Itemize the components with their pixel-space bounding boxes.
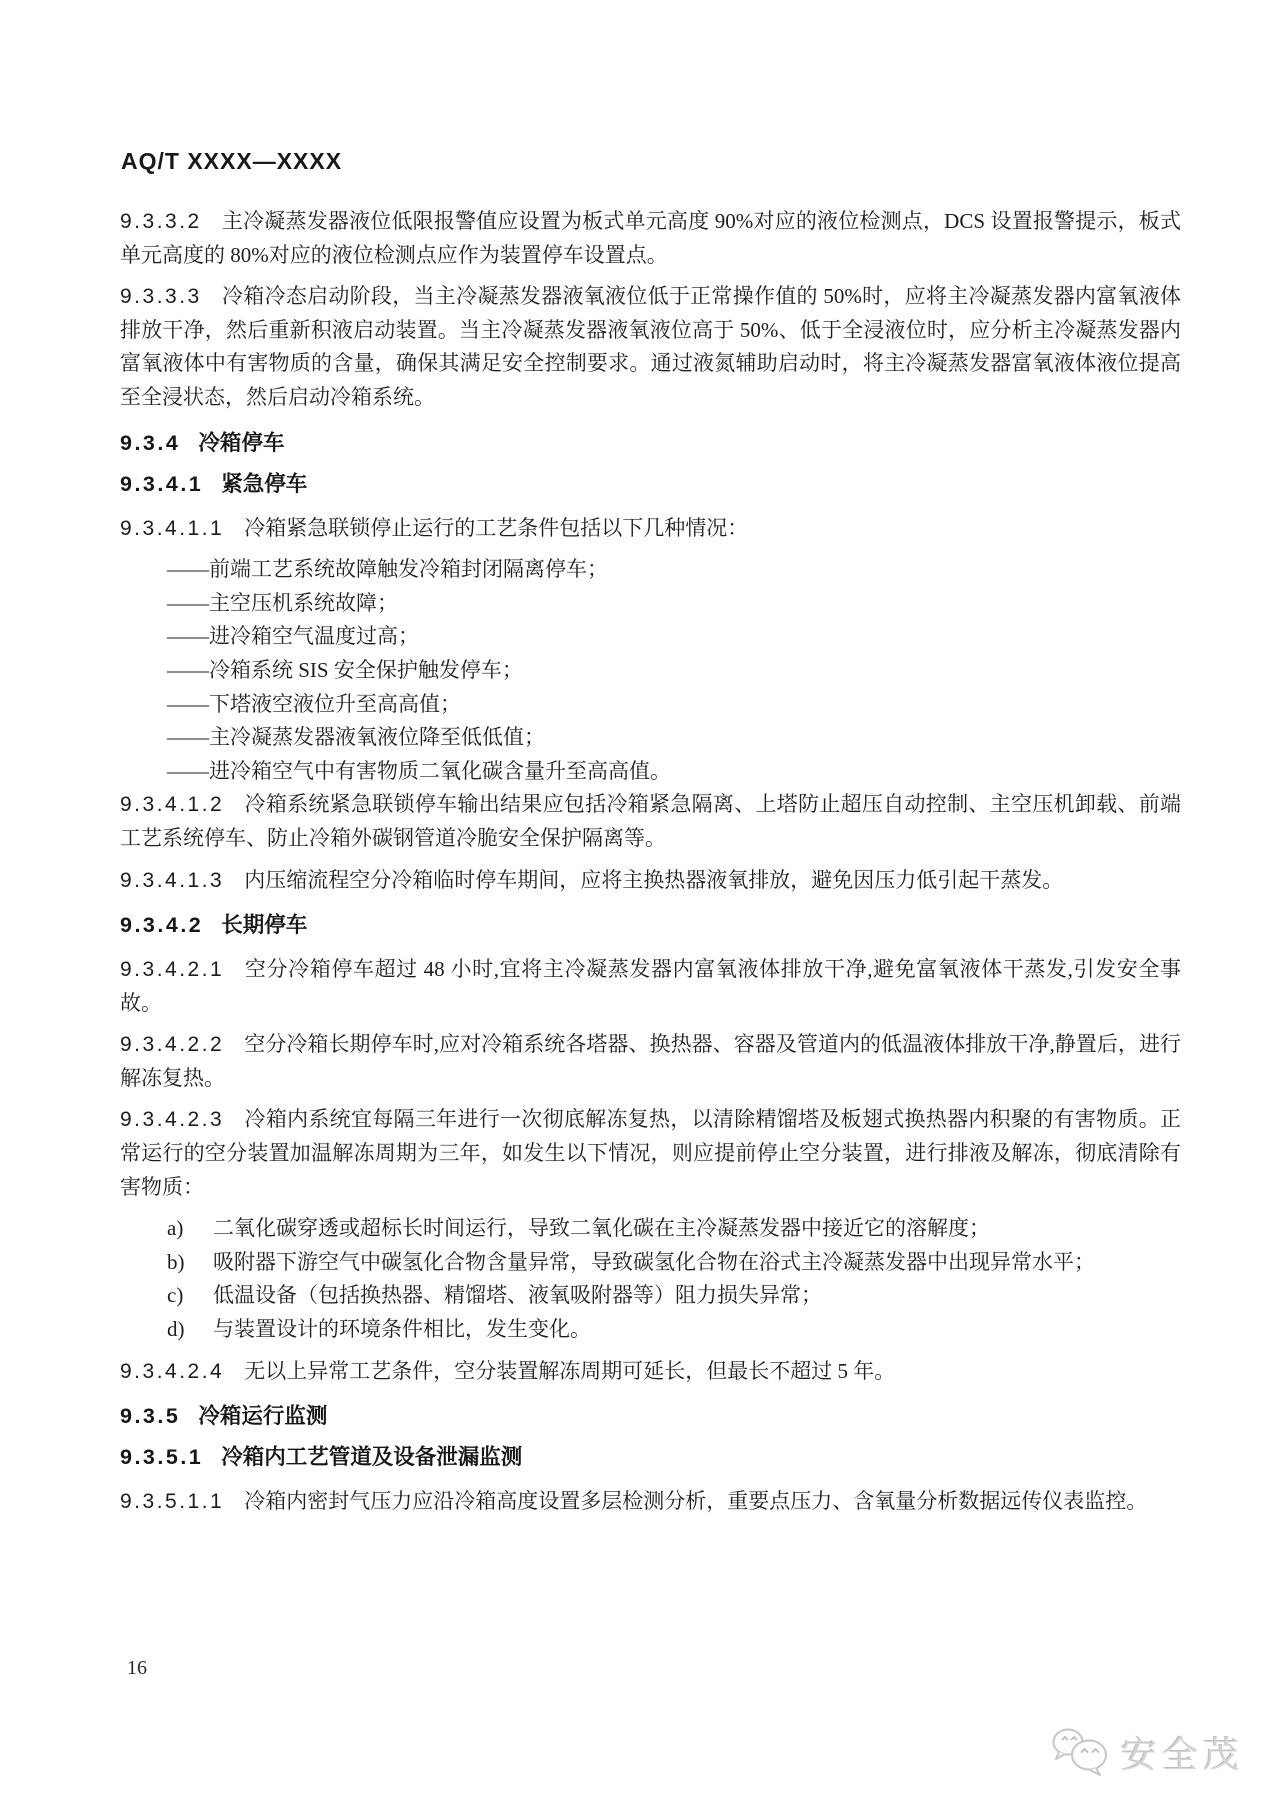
clause-paragraph	[120, 1103, 1181, 1204]
letter-item-text: 低温设备（包括换热器、精馏塔、液氧吸附器等）阻力损失异常；	[213, 1283, 822, 1308]
letter-list-item	[120, 1212, 1181, 1246]
clause-number: 9.3.4.1.2	[120, 793, 225, 817]
section-heading-title: 冷箱停车	[198, 430, 285, 455]
clause-paragraph	[120, 864, 1181, 898]
dash-marker: ——	[167, 725, 209, 750]
letter-item-marker: a)	[167, 1216, 184, 1241]
dash-list-item	[120, 721, 1181, 755]
clause-number: 9.3.4.2.3	[120, 1108, 225, 1132]
dash-item-text: 主空压机系统故障；	[209, 590, 398, 615]
dash-list	[120, 553, 1181, 788]
section-heading-title: 紧急停车	[221, 471, 308, 496]
section-heading-number: 9.3.4.2	[120, 913, 204, 938]
section-heading-number: 9.3.5	[120, 1404, 181, 1429]
clause-text: 冷箱内密封气压力应沿冷箱高度设置多层检测分析，重要点压力、含氧量分析数据远传仪表监控。	[244, 1489, 1148, 1514]
clause-number: 9.3.4.2.1	[120, 958, 225, 982]
dash-item-text: 冷箱系统 SIS 安全保护触发停车；	[209, 657, 523, 682]
dash-list-item	[120, 587, 1181, 621]
dash-list-item	[120, 553, 1181, 587]
clause-text: 冷箱冷态启动阶段，当主冷凝蒸发器液氧液位低于正常操作值的 50%时，应将主冷凝蒸发器内富氧液体排放干净，然后重新积液启动装置。当主冷凝蒸发器液氧液位高于 50%、低于全浸液位时，应分析主冷凝蒸发器内富氧液体中有害物质的含量，确保其满足安全控制要求。通过液氮辅助启动时，将主冷凝蒸发器富氧液体液位提高至全浸状态，然后启动冷箱系统。	[120, 284, 1181, 409]
clause-number: 9.3.5.1.1	[120, 1490, 225, 1514]
clause-number: 9.3.3.2	[120, 210, 202, 233]
dash-item-text: 主冷凝蒸发器液氧液位降至低低值；	[209, 725, 545, 750]
clause-paragraph	[120, 1028, 1181, 1095]
dash-item-text: 前端工艺系统故障触发冷箱封闭隔离停车；	[209, 557, 608, 582]
section-heading-title: 长期停车	[221, 913, 308, 938]
document-body	[120, 205, 1181, 1527]
clause-number: 9.3.4.2.4	[120, 1359, 225, 1383]
running-header: AQ/T XXXX—XXXX	[121, 148, 343, 174]
dash-list-item	[120, 755, 1181, 789]
section-heading	[120, 912, 1181, 938]
section-heading	[120, 430, 1181, 456]
clause-number: 9.3.4.2.2	[120, 1033, 225, 1057]
section-heading	[120, 471, 1181, 497]
section-heading-title: 冷箱运行监测	[198, 1404, 328, 1429]
dash-item-text: 下塔液空液位升至高高值；	[209, 691, 461, 716]
section-heading-number: 9.3.5.1	[120, 1445, 204, 1470]
letter-item-marker: b)	[167, 1249, 185, 1274]
letter-item-marker: c)	[167, 1283, 184, 1308]
letter-item-marker: d)	[167, 1317, 185, 1342]
clause-number: 9.3.4.1.3	[120, 868, 225, 892]
letter-item-text: 与装置设计的环境条件相比，发生变化。	[213, 1317, 591, 1342]
clause-paragraph	[120, 1355, 1181, 1389]
clause-text: 空分冷箱停车超过 48 小时,宜将主冷凝蒸发器内富氧液体排放干净,避免富氧液体干蒸发,引发安全事故。	[120, 957, 1181, 1015]
section-heading	[120, 1403, 1181, 1429]
clause-text: 空分冷箱长期停车时,应对冷箱系统各塔器、换热器、容器及管道内的低温液体排放干净,静置后，进行解冻复热。	[120, 1032, 1181, 1090]
clause-text: 主冷凝蒸发器液位低限报警值应设置为板式单元高度 90%对应的液位检测点，DCS 设置报警提示，板式单元高度的 80%对应的液位检测点应作为装置停车设置点。	[120, 209, 1181, 267]
clause-text: 内压缩流程空分冷箱临时停车期间，应将主换热器液氧排放，避免因压力低引起干蒸发。	[244, 867, 1064, 892]
letter-list	[120, 1212, 1181, 1346]
letter-list-item	[120, 1246, 1181, 1280]
dash-list-item	[120, 654, 1181, 688]
clause-paragraph	[120, 280, 1181, 414]
watermark-brand-text: 安全茂	[1120, 1733, 1244, 1775]
watermark	[1049, 1726, 1244, 1778]
letter-list-item	[120, 1313, 1181, 1347]
dash-marker: ——	[167, 758, 209, 783]
clause-paragraph	[120, 512, 1181, 546]
clause-text: 冷箱系统紧急联锁停车输出结果应包括冷箱紧急隔离、上塔防止超压自动控制、主空压机卸载、前端工艺系统停车、防止冷箱外碳钢管道冷脆安全保护隔离等。	[120, 792, 1181, 850]
dash-marker: ——	[167, 624, 209, 649]
page-number: 16	[127, 1657, 147, 1679]
clause-number: 9.3.3.3	[120, 285, 202, 309]
dash-list-item	[120, 620, 1181, 654]
clause-number: 9.3.4.1.1	[120, 516, 225, 540]
clause-text: 冷箱内系统宜每隔三年进行一次彻底解冻复热，以清除精馏塔及板翅式换热器内积聚的有害物质。正常运行的空分装置加温解冻周期为三年，如发生以下情况，则应提前停止空分装置，进行排液及解冻，彻底清除有害物质：	[120, 1107, 1181, 1199]
clause-text: 无以上异常工艺条件，空分装置解冻周期可延长，但最长不超过 5 年。	[244, 1358, 896, 1383]
clause-paragraph	[120, 788, 1181, 855]
dash-marker: ——	[167, 557, 209, 582]
dash-item-text: 进冷箱空气中有害物质二氧化碳含量升至高高值。	[209, 758, 671, 783]
clause-text: 冷箱紧急联锁停止运行的工艺条件包括以下几种情况：	[244, 515, 749, 540]
section-heading-title: 冷箱内工艺管道及设备泄漏监测	[221, 1445, 523, 1470]
dash-item-text: 进冷箱空气温度过高；	[209, 624, 419, 649]
section-heading-number: 9.3.4.1	[120, 471, 204, 496]
dash-list-item	[120, 688, 1181, 722]
dash-marker: ——	[167, 657, 209, 682]
letter-item-text: 吸附器下游空气中碳氢化合物含量异常，导致碳氢化合物在浴式主冷凝蒸发器中出现异常水平；	[213, 1249, 1095, 1274]
clause-paragraph	[120, 1485, 1181, 1519]
letter-item-text: 二氧化碳穿透或超标长时间运行，导致二氧化碳在主冷凝蒸发器中接近它的溶解度；	[213, 1216, 990, 1241]
dash-marker: ——	[167, 691, 209, 716]
wechat-chat-bubbles-icon	[1049, 1726, 1113, 1778]
clause-paragraph	[120, 205, 1181, 272]
dash-marker: ——	[167, 590, 209, 615]
letter-list-item	[120, 1279, 1181, 1313]
section-heading	[120, 1444, 1181, 1470]
section-heading-number: 9.3.4	[120, 430, 181, 455]
clause-paragraph	[120, 953, 1181, 1020]
